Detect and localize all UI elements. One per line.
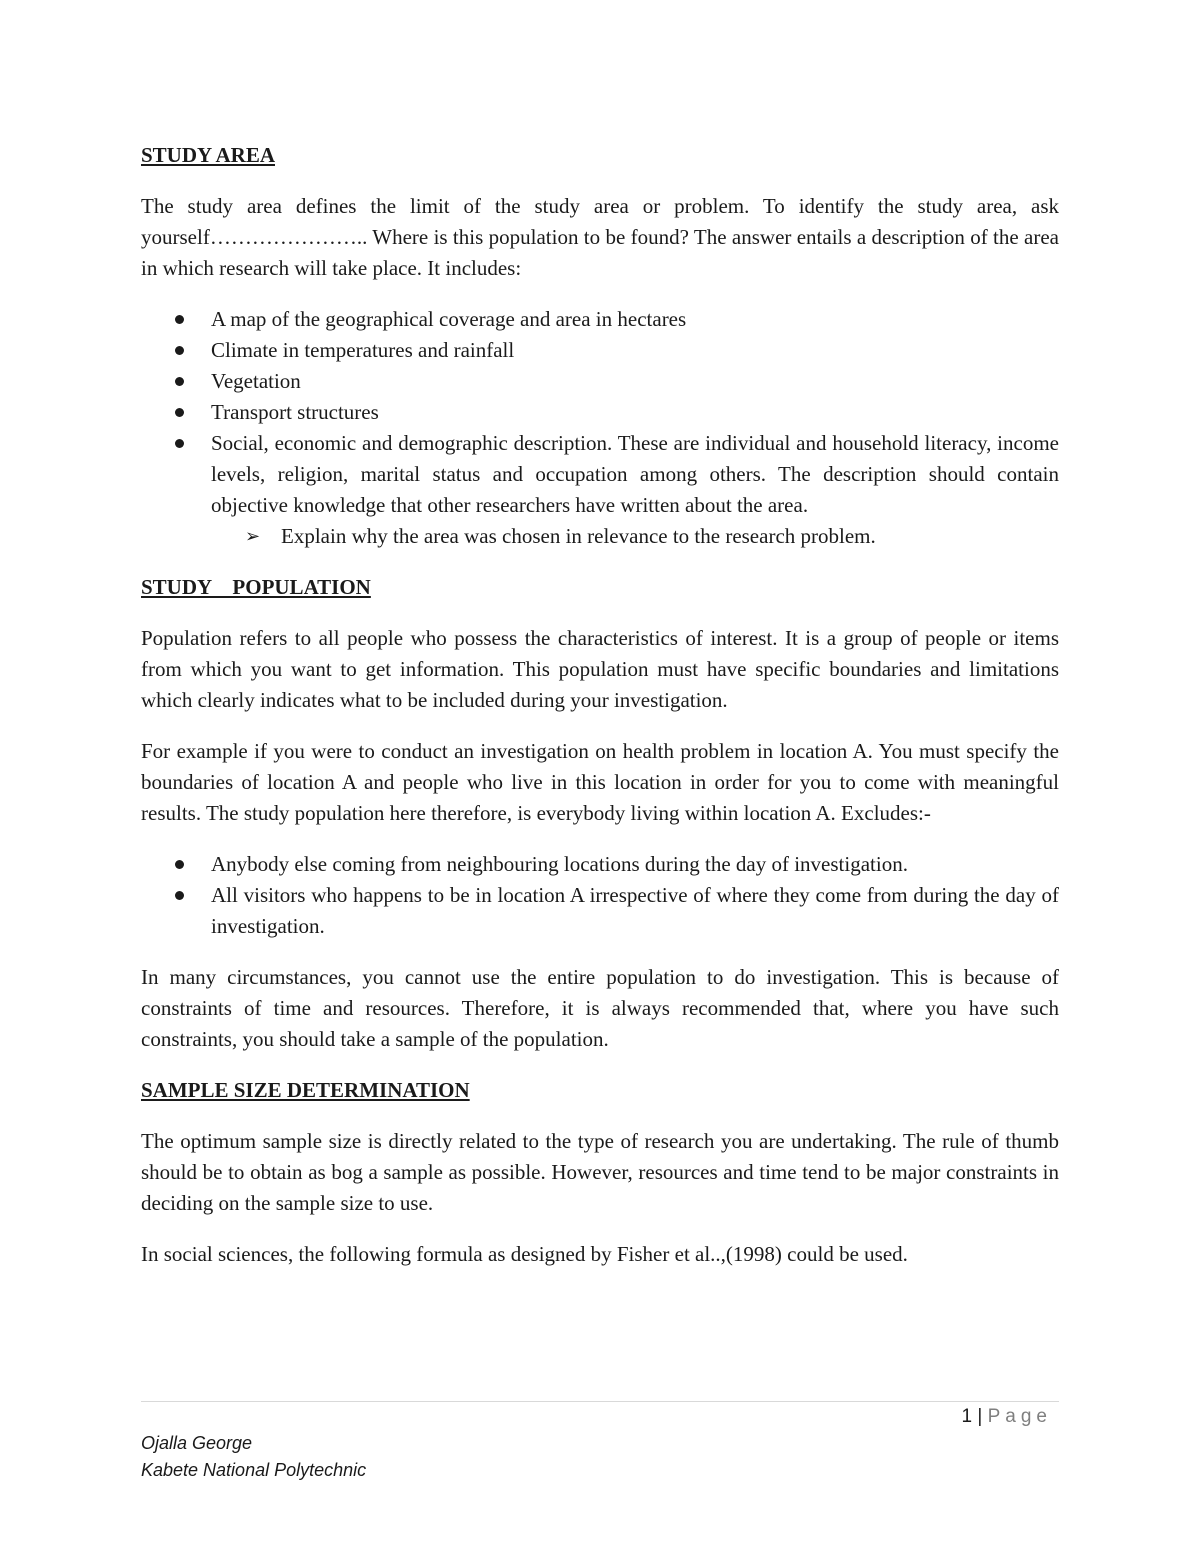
bullet-icon [175, 891, 184, 900]
footer-author: Ojalla George [141, 1433, 253, 1453]
footer-institution: Kabete National Polytechnic [141, 1460, 367, 1480]
list-item [141, 849, 1059, 880]
footer-divider [141, 1401, 1059, 1402]
study-population-para-1: Population refers to all people who possess the characteristics of interest. It is a group of people or items from which you want to get information. This population must have specific boundaries and limitations which clearly indicates what to be included during your investigation. [141, 626, 1059, 712]
page-word: Page [987, 1406, 1052, 1427]
list-item [141, 335, 1059, 366]
study-population-para-3: In many circumstances, you cannot use the entire population to do investigation. This is because of constraints of time and resources. Therefore, it is always recommended that, where you have such constraints, you should take a sample of the population. [141, 965, 1059, 1051]
sample-size-para-2: In social sciences, the following formula as designed by Fisher et al..,(1998) could be used. [141, 1242, 908, 1266]
page-number-separator: | [977, 1406, 983, 1427]
study-population-heading: STUDY POPULATION [141, 575, 371, 599]
sample-size-para-1: The optimum sample size is directly related to the type of research you are undertaking. The rule of thumb should be to obtain as bog a sample as possible. However, resources and time tend to be major constraints in deciding on the sample size to use. [141, 1129, 1059, 1215]
bullet-icon [175, 860, 184, 869]
bullet-icon [175, 377, 184, 386]
exclusions-list [141, 849, 1059, 942]
study-area-heading: STUDY AREA [141, 143, 275, 167]
list-item [141, 304, 1059, 335]
list-item-text: Climate in temperatures and rainfall [211, 338, 515, 362]
list-item-text: Vegetation [211, 369, 301, 393]
list-item-text: All visitors who happens to be in location A irrespective of where they come from during the day of investigation. [211, 883, 1059, 938]
page-number [962, 1406, 1052, 1428]
page-number-value: 1 [961, 1406, 973, 1427]
sample-size-heading: SAMPLE SIZE DETERMINATION [141, 1078, 470, 1102]
study-area-list [141, 304, 1059, 521]
list-item-text: Transport structures [211, 400, 379, 424]
list-item [141, 366, 1059, 397]
arrow-list-item-text: Explain why the area was chosen in relevance to the research problem. [281, 524, 876, 548]
bullet-icon [175, 439, 184, 448]
bullet-icon [175, 315, 184, 324]
study-area-intro: The study area defines the limit of the study area or problem. To identify the study area, ask yourself………………….. Where is this population to be found? The answer entails a description of the area in which research will take place. It includes: [141, 194, 1059, 280]
bullet-icon [175, 408, 184, 417]
list-item-text: A map of the geographical coverage and area in hectares [211, 307, 687, 331]
list-item [141, 397, 1059, 428]
list-item-text: Social, economic and demographic description. These are individual and household literacy, income levels, religion, marital status and occupation among others. The description should contain objective knowledge that other researchers have written about the area. [211, 431, 1059, 517]
list-item [141, 880, 1059, 942]
arrow-bullet-icon: ➢ [245, 526, 261, 547]
bullet-icon [175, 346, 184, 355]
list-item [141, 428, 1059, 521]
list-item-text: Anybody else coming from neighbouring locations during the day of investigation. [211, 852, 908, 876]
arrow-list-item [141, 521, 1059, 552]
study-population-para-2: For example if you were to conduct an investigation on health problem in location A. You must specify the boundaries of location A and people who live in this location in order for you to come with meaningful results. The study population here therefore, is everybody living within location A. Excludes:- [141, 739, 1059, 825]
document-body [141, 140, 1059, 1290]
